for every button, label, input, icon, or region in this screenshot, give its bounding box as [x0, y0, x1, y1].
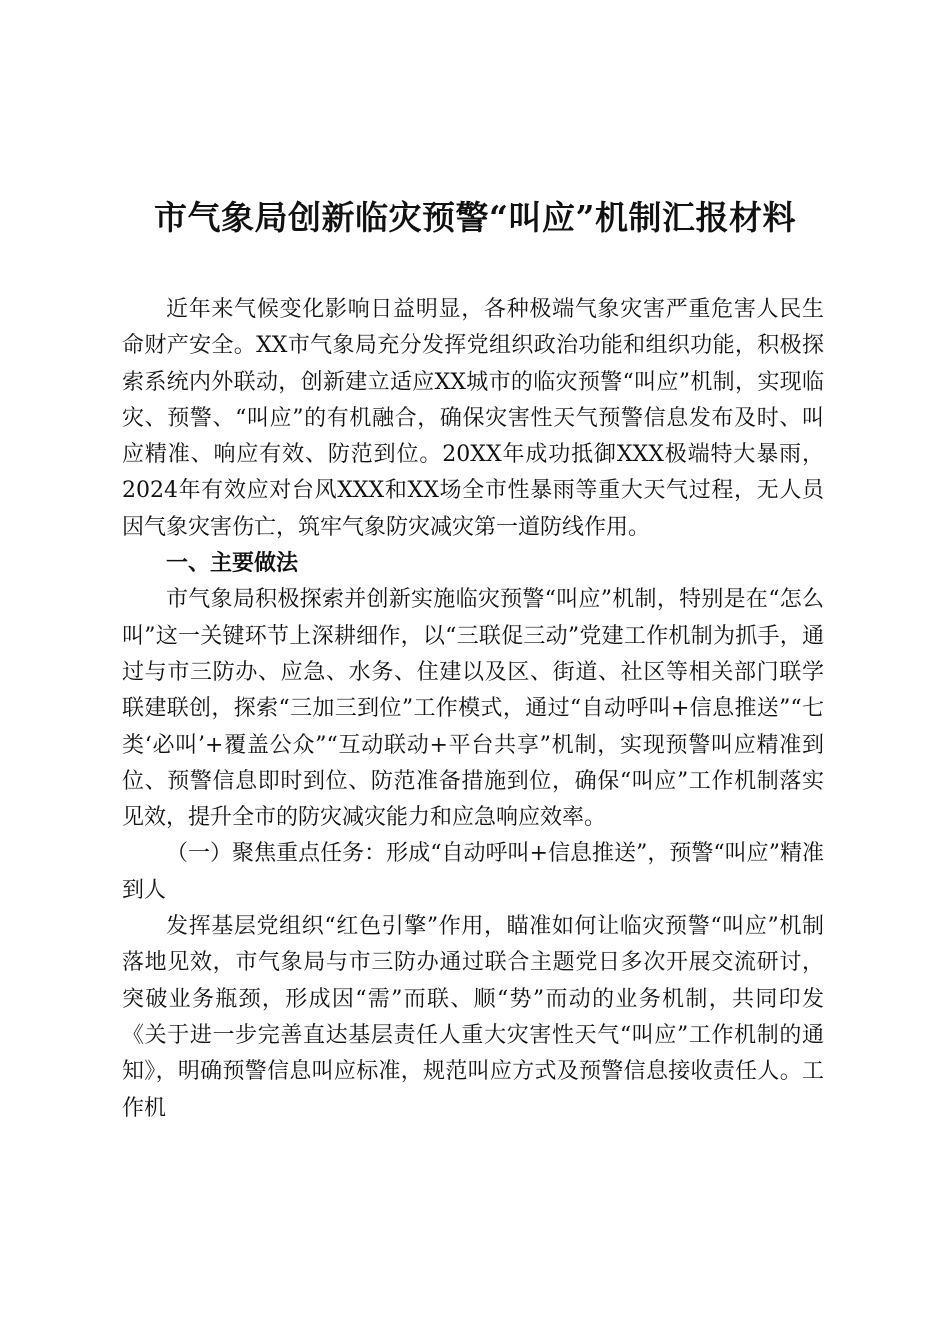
- section-heading-main-practices: 一、主要做法: [166, 551, 299, 577]
- document-body: [122, 292, 824, 1127]
- document-title: 市气象局创新临灾预警“叫应”机制汇报材料: [154, 198, 796, 237]
- intro-paragraph: 近年来气候变化影响日益明显，各种极端气象灾害严重危害人民生命财产安全。XX市气象局充分发挥党组织政治功能和组织功能，积极探索系统内外联动，创新建立适应XX城市的临灾预警“叫应”机制，实现临灾、预警、“叫应”的有机融合，确保灾害性天气预警信息发布及时、叫应精准、响应有效、防范到位。20XX年成功抵御XXX极端特大暴雨，2024年有效应对台风XXX和XX场全市性暴雨等重大天气过程，无人员因气象灾害伤亡，筑牢气象防灾减灾第一道防线作用。: [122, 297, 824, 540]
- section-2-paragraph: 发挥基层党组织“红色引擎”作用，瞄准如何让临灾预警“叫应”机制落地见效，市气象局与市三防办通过联合主题党日多次开展交流研讨，突破业务瓶颈，形成因“需”而联、顺“势”而动的业务机制，共同印发《关于进一步完善直达基层责任人重大灾害性天气“叫应”工作机制的通知》，明确预警信息叫应标准，规范叫应方式及预警信息接收责任人。工作机: [122, 914, 824, 1121]
- subsection-heading-focus-tasks: （一）聚焦重点任务：形成“自动呼叫+信息推送”，预警“叫应”精准到人: [122, 841, 824, 903]
- section-1-paragraph: 市气象局积极探索并创新实施临灾预警“叫应”机制，特别是在“怎么叫”这一关键环节上深耕细作，以“三联促三动”党建工作机制为抓手，通过与市三防办、应急、水务、住建以及区、街道、社区等相关部门联学联建联创，探索“三加三到位”工作模式，通过“自动呼叫+信息推送”“七类‘必叫’+覆盖公众”“互动联动+平台共享”机制，实现预警叫应精准到位、预警信息即时到位、防范准备措施到位，确保“叫应”工作机制落实见效，提升全市的防灾减灾能力和应急响应效率。: [122, 587, 824, 831]
